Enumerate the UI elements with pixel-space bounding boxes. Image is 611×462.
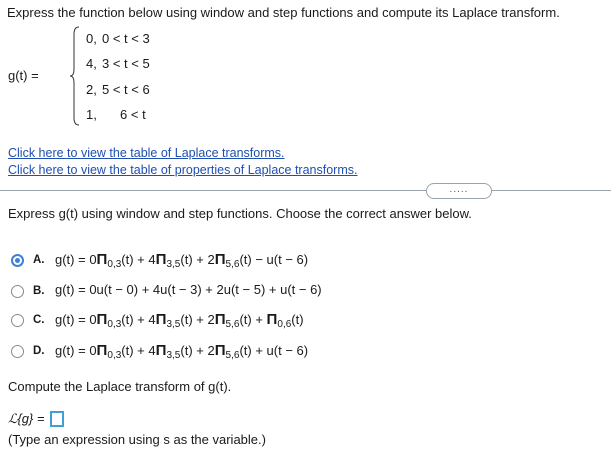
option-text: g(t) = 0u(t − 0) + 4u(t − 3) + 2u(t − 5) + u(t − 6) <box>55 282 322 297</box>
laplace-label: ℒ{g} = <box>8 411 45 426</box>
laplace-table-link[interactable]: Click here to view the table of Laplace transforms. <box>8 146 285 160</box>
case-condition: 3 < t < 5 <box>102 56 150 71</box>
input-hint: (Type an expression using s as the variable.) <box>8 432 266 447</box>
part2-prompt: Compute the Laplace transform of g(t). <box>8 379 232 394</box>
case-condition: 5 < t < 6 <box>102 82 150 97</box>
answer-input[interactable] <box>50 411 64 427</box>
case-value: 4, <box>86 56 97 71</box>
option-c[interactable] <box>11 310 351 332</box>
radio-button[interactable] <box>11 345 24 358</box>
case-value: 2, <box>86 82 97 97</box>
option-d[interactable] <box>11 341 351 363</box>
part1-prompt: Express g(t) using window and step functions. Choose the correct answer below. <box>8 206 472 221</box>
expand-button[interactable]: ..... <box>426 183 492 199</box>
option-b[interactable] <box>11 281 351 303</box>
laplace-properties-link[interactable]: Click here to view the table of properties of Laplace transforms. <box>8 163 358 177</box>
option-text: $g(t) = 0\Pi_{0,3}(t) + 4\Pi_{3,5}(t) + 2\Pi_{5,6}(t) + \Pi_{0,6}(t)$ <box>55 311 304 330</box>
section-divider <box>0 190 611 191</box>
radio-button[interactable] <box>11 314 24 327</box>
option-text: $g(t) = 0\Pi_{0,3}(t) + 4\Pi_{3,5}(t) + 2\Pi_{5,6}(t) + u(t - 6)$ <box>55 342 309 361</box>
option-letter: A. <box>33 254 45 266</box>
case-value: 0, <box>86 31 97 46</box>
option-letter: D. <box>33 345 45 357</box>
option-a[interactable] <box>11 250 351 272</box>
case-value: 1, <box>86 107 97 122</box>
piecewise-brace <box>70 26 80 126</box>
question-text: Express the function below using window and step functions and compute its Laplace transform. <box>7 5 560 20</box>
radio-button[interactable] <box>11 285 24 298</box>
case-condition: 0 < t < 3 <box>102 31 150 46</box>
option-letter: B. <box>33 285 45 297</box>
radio-button[interactable] <box>11 254 24 267</box>
option-text: $g(t) = 0\Pi_{0,3}(t) + 4\Pi_{3,5}(t) + 2\Pi_{5,6}(t) - u(t - 6)$ <box>55 251 309 270</box>
function-label: g(t) = <box>8 68 39 83</box>
case-condition: 6 < t <box>102 107 146 122</box>
option-letter: C. <box>33 314 45 326</box>
